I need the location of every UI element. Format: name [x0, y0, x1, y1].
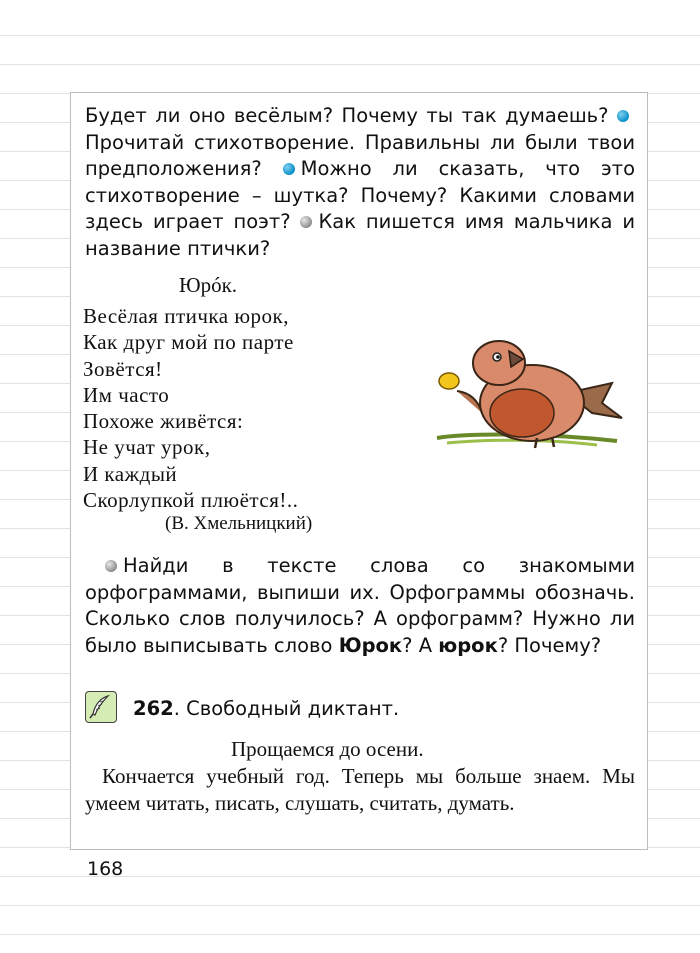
question-4: Как пишется имя мальчика и название птички? — [85, 210, 636, 260]
gray-bullet-icon — [300, 216, 312, 228]
blue-bullet-icon — [283, 163, 295, 175]
question-1: Будет ли оно весёлым? Почему ты так думаешь? — [85, 104, 609, 127]
textbook-frame — [70, 92, 648, 850]
poem-line: Зовётся! — [83, 356, 163, 381]
exercise-heading — [133, 696, 399, 723]
blue-bullet-icon — [617, 110, 629, 122]
poem-title: Юрóк. — [179, 273, 238, 297]
intro-questions — [85, 103, 635, 262]
poem-line: Скорлупкой плюётся!.. — [83, 488, 299, 513]
page-number: 168 — [87, 858, 124, 880]
exercise-number: 262 — [133, 697, 174, 720]
task-text-c: ? Почему? — [497, 633, 602, 657]
task-paragraph — [85, 553, 635, 659]
gray-bullet-icon — [105, 560, 117, 572]
poem-author: (В. Хмельницкий) — [165, 513, 313, 534]
dictation-title: Прощаемся до осени. — [231, 737, 424, 761]
feather-pen-icon — [85, 691, 117, 723]
poem-body — [83, 303, 298, 513]
question-3: Можно ли сказать, что это стихотворение – шутка? Почему? Какими словами здесь играет поэт? — [85, 157, 635, 233]
poem-line: И каждый — [83, 461, 178, 486]
task-word-2: юрок — [438, 633, 498, 657]
poem-line: Им часто — [83, 382, 170, 407]
poem-line: Похоже живётся: — [83, 409, 244, 434]
poem-line: Как друг мой по парте — [83, 330, 294, 355]
poem-line: Не учат урок, — [83, 435, 211, 460]
task-word-1: Юрок — [338, 633, 403, 657]
dictation-text: Кончается учебный год. Теперь мы больше знаем. Мы умеем читать, писать, слушать, считать, думать. — [85, 764, 635, 815]
exercise-title: . Свободный диктант. — [173, 697, 400, 720]
bird-illustration — [427, 333, 627, 468]
question-2: Прочитай стихотворение. Правильны ли были твои предположения? — [85, 130, 635, 180]
task-text-a: Найди в тексте слова со знакомыми орфограммами, выпиши их. Орфограммы обозначь. Сколько слов получилось? А орфограмм? Нужно ли было выписывать слово — [85, 554, 635, 657]
task-text-b: ? А — [402, 633, 433, 657]
poem-line: Весёлая птичка юрок, — [83, 304, 290, 328]
